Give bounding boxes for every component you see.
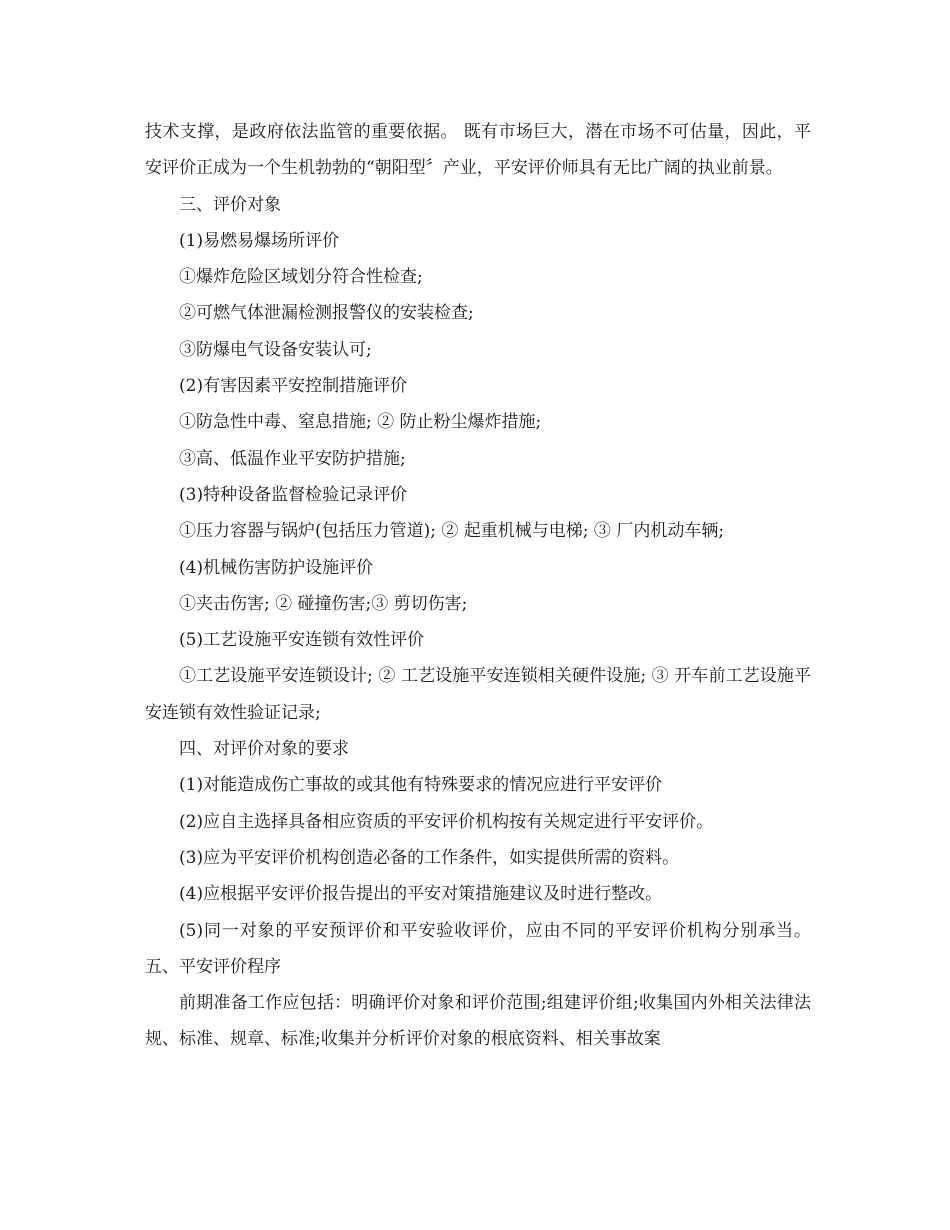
list-item: ①压力容器与锅炉(包括压力管道); ② 起重机械与电梯; ③ 厂内机动车辆; [179,521,725,542]
list-item: (4)机械伤害防护设施评价 [179,557,374,578]
list-item: (5)工艺设施平安连锁有效性评价 [179,630,425,651]
list-item: (5)同一对象的平安预评价和平安验收评价，应由不同的平安评价机构分别承当。 五、平安评价程序 [145,920,811,977]
list-item: ①工艺设施平安连锁设计; ② 工艺设施平安连锁相关硬件设施; ③ 开车前工艺设施平安连锁有效性验证记录; [145,666,811,723]
list-item: ①爆炸危险区域划分符合性检查; [179,267,423,288]
document-body [145,114,811,1058]
list-item: ③防爆电气设备安装认可; [179,339,372,360]
paragraph-intro-continuation: 技术支撑，是政府依法监管的重要依据。 既有市场巨大，潜在市场不可估量，因此，平安评价正成为一个生机勃勃的“朝阳型〞产业，平安评价师具有无比广阔的执业前景。 [145,122,811,179]
list-item: ①夹击伤害; ② 碰撞伤害;③ 剪切伤害; [179,593,468,614]
list-item: (3)特种设备监督检验记录评价 [179,484,408,505]
list-item: (2)应自主选择具备相应资质的平安评价机构按有关规定进行平安评价。 [179,811,714,832]
list-item: (2)有害因素平安控制措施评价 [179,376,408,397]
list-item: (3)应为平安评价机构创造必备的工作条件，如实提供所需的资料。 [179,847,680,868]
section-heading-requirements: 四、对评价对象的要求 [179,739,349,760]
list-item: ③高、低温作业平安防护措施; [179,448,406,469]
paragraph-preparation: 前期准备工作应包括：明确评价对象和评价范围;组建评价组;收集国内外相关法律法规、标准、规章、标准;收集并分析评价对象的根底资料、相关事故案 [145,993,811,1050]
list-item: ①防急性中毒、窒息措施; ② 防止粉尘爆炸措施; [179,412,542,433]
list-item: ②可燃气体泄漏检测报警仪的安装检查; [179,303,474,324]
section-heading-evaluation-objects: 三、评价对象 [179,194,281,215]
list-item: (4)应根据平安评价报告提出的平安对策措施建议及时进行整改。 [179,884,663,905]
list-item: (1)易燃易爆场所评价 [179,230,340,251]
list-item: (1)对能造成伤亡事故的或其他有特殊要求的情况应进行平安评价 [179,775,663,796]
